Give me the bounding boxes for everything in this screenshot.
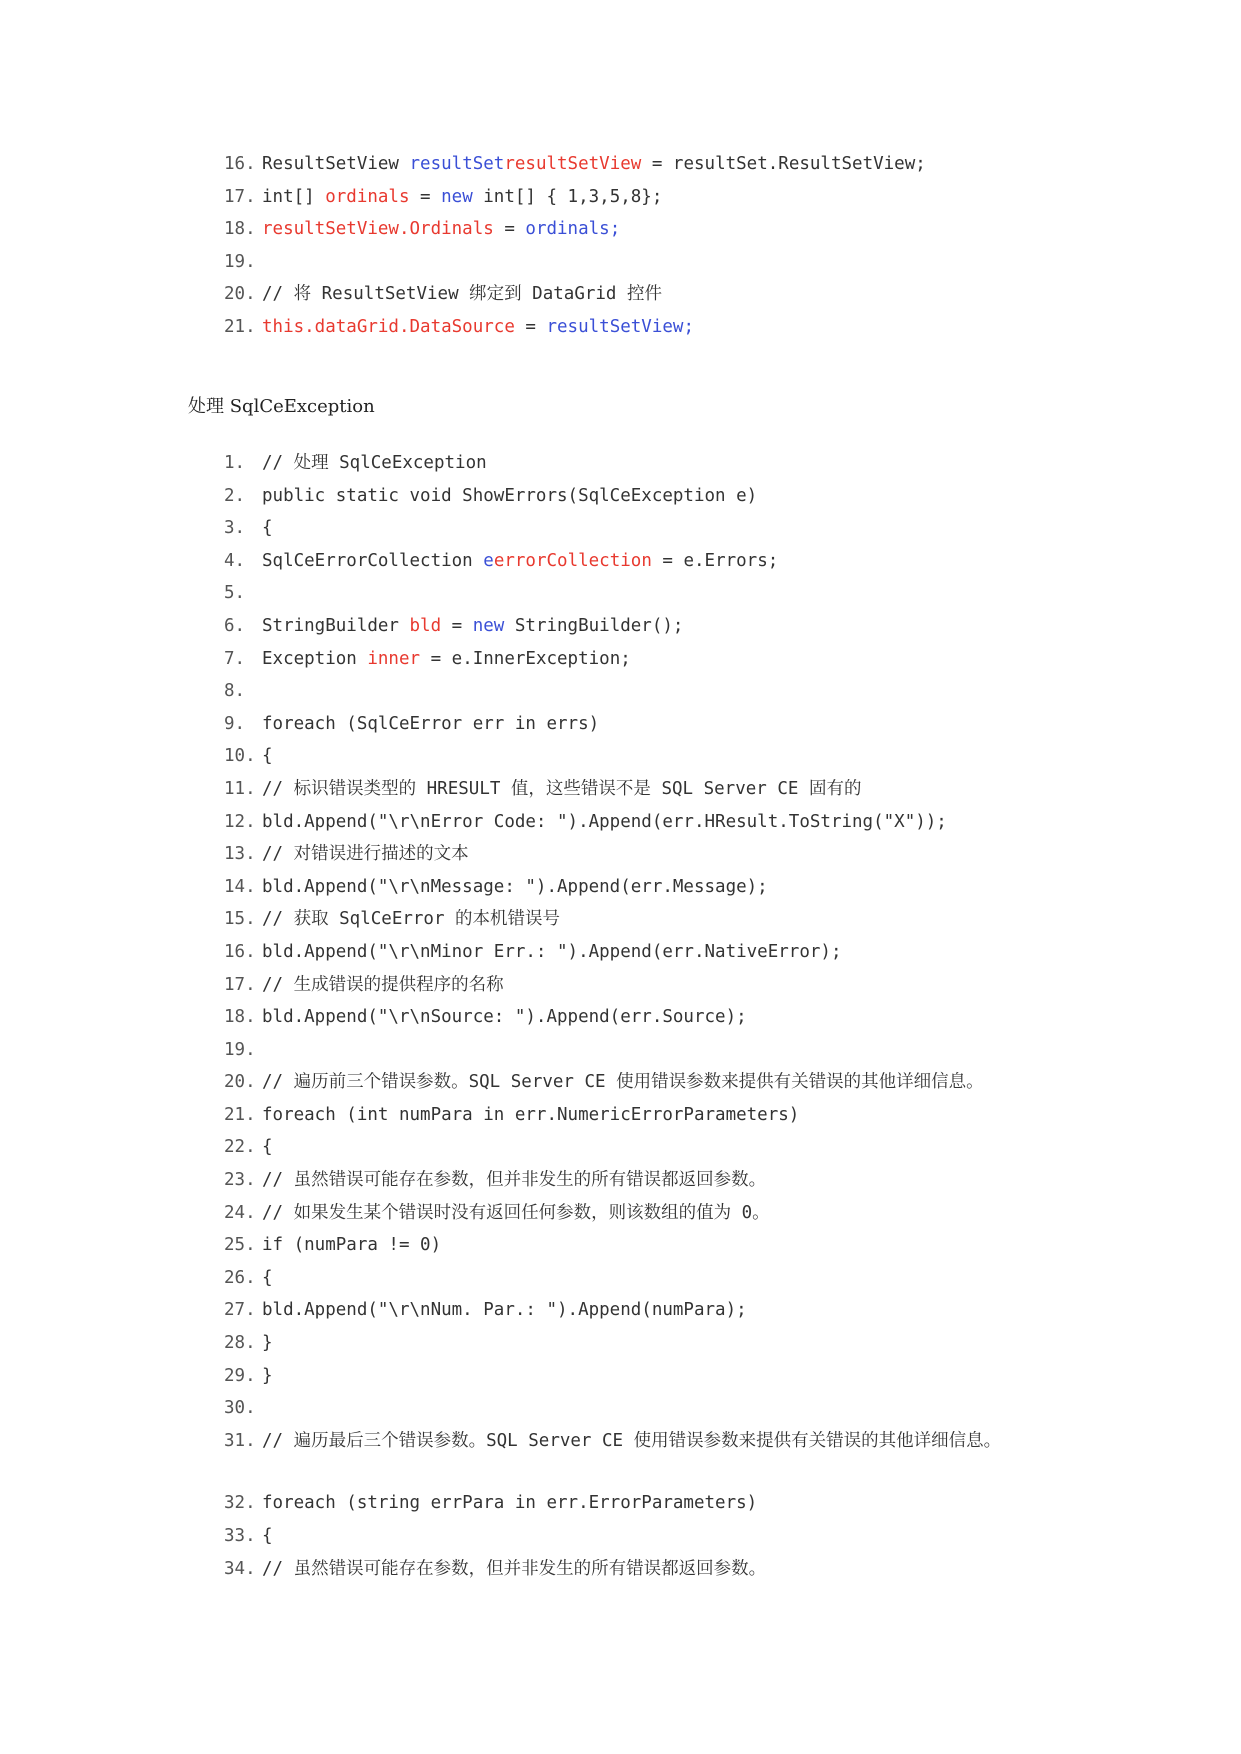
code-line [224, 545, 1001, 578]
line-number: 13. [224, 844, 256, 865]
line-number: 2. [224, 485, 246, 506]
code-line [224, 1360, 1001, 1393]
code-line [224, 969, 1001, 1002]
line-number: 3. [224, 518, 246, 539]
code-line [224, 181, 926, 214]
line-number: 9. [224, 713, 246, 734]
line-number: 16. [224, 154, 256, 174]
line-number: 10. [224, 746, 256, 767]
line-number: 6. [224, 615, 246, 636]
code-token: StringBuilder [262, 615, 410, 636]
line-number: 25. [224, 1235, 256, 1256]
code-line [224, 246, 926, 279]
code-token: // 对错误进行描述的文本 [262, 844, 469, 865]
line-number: 29. [224, 1365, 256, 1386]
code-token: public static void ShowErrors(SqlCeException e) [262, 485, 758, 506]
code-block-show-errors [224, 447, 1001, 1585]
code-line [224, 311, 926, 344]
code-token: // 遍历最后三个错误参数。SQL Server CE 使用错误参数来提供有关错误的其他详细信息。 [262, 1430, 1002, 1451]
code-line [224, 577, 1001, 610]
code-line [224, 1327, 1001, 1360]
code-line [224, 512, 1001, 545]
line-number: 31. [224, 1430, 256, 1451]
code-token: SqlCeErrorCollection [262, 550, 484, 571]
code-line [224, 740, 1001, 773]
code-token: // 获取 SqlCeError 的本机错误号 [262, 909, 561, 930]
code-line [224, 675, 1001, 708]
line-number: 27. [224, 1300, 256, 1321]
code-token: bld.Append("\r\nNum. Par.: ").Append(numPara); [262, 1300, 747, 1321]
code-line [224, 838, 1001, 871]
code-token: = resultSet.ResultSetView; [641, 154, 926, 174]
line-number: 20. [224, 1072, 256, 1093]
line-number: 19. [224, 251, 256, 272]
code-token: bld.Append("\r\nMinor Err.: ").Append(err.NativeError); [262, 941, 842, 962]
line-number: 22. [224, 1137, 256, 1158]
line-number: 14. [224, 876, 256, 897]
code-line [224, 148, 926, 181]
code-token: = [441, 615, 473, 636]
line-number: 1. [224, 453, 246, 473]
code-line [224, 447, 1001, 480]
code-line [224, 480, 1001, 513]
line-number: 4. [224, 550, 246, 571]
line-number: 21. [224, 316, 256, 337]
line-number: 32. [224, 1493, 256, 1514]
line-number: 30. [224, 1398, 256, 1419]
code-token: } [262, 1333, 273, 1354]
code-token: resultSetView [504, 154, 642, 174]
code-token: foreach (string errPara in err.ErrorParameters) [262, 1493, 758, 1514]
line-number: 26. [224, 1267, 256, 1288]
code-line [224, 1425, 1001, 1458]
code-token: // 将 ResultSetView 绑定到 DataGrid 控件 [262, 284, 663, 305]
line-number: 34. [224, 1558, 256, 1579]
line-number: 28. [224, 1333, 256, 1354]
code-block-result-set-view [224, 148, 926, 344]
code-token: foreach (SqlCeError err in errs) [262, 713, 600, 734]
line-number: 20. [224, 284, 256, 305]
code-token: { [262, 746, 273, 767]
code-line [224, 1520, 1001, 1553]
code-line [224, 936, 1001, 969]
code-line [224, 643, 1001, 676]
code-token: // 生成错误的提供程序的名称 [262, 974, 504, 995]
code-line [224, 1001, 1001, 1034]
code-token: bld.Append("\r\nError Code: ").Append(err.HResult.ToString("X")); [262, 811, 947, 832]
code-token: int[] { 1,3,5,8}; [472, 186, 663, 207]
code-token: // 标识错误类型的 HRESULT 值，这些错误不是 SQL Server CE 固有的 [262, 778, 862, 799]
code-token: { [262, 1267, 273, 1288]
line-number: 11. [224, 778, 256, 799]
line-number: 18. [224, 1007, 256, 1028]
line-number: 12. [224, 811, 256, 832]
code-token: new [472, 615, 505, 636]
code-token: { [262, 518, 273, 539]
code-token: = e.InnerException; [420, 648, 631, 669]
code-line [224, 1262, 1001, 1295]
code-line [224, 1099, 1001, 1132]
code-token: this.dataGrid.DataSource [262, 316, 515, 337]
code-token: errorCollection [493, 550, 652, 571]
code-token: = [493, 219, 526, 240]
code-token: resultSet [409, 154, 505, 174]
code-line [224, 1131, 1001, 1164]
code-token: Exception [262, 648, 368, 669]
code-line [224, 610, 1001, 643]
code-token: StringBuilder(); [504, 615, 684, 636]
code-token: e [483, 550, 494, 571]
code-token: resultSetView; [546, 316, 694, 337]
line-number: 24. [224, 1202, 256, 1223]
code-line [224, 1229, 1001, 1262]
code-line [224, 1487, 1001, 1520]
line-number: 17. [224, 186, 256, 207]
code-line [224, 871, 1001, 904]
line-number: 7. [224, 648, 246, 669]
code-token: bld.Append("\r\nSource: ").Append(err.Source); [262, 1007, 747, 1028]
code-token: // 遍历前三个错误参数。SQL Server CE 使用错误参数来提供有关错误的其他详细信息。 [262, 1072, 984, 1093]
line-number: 21. [224, 1104, 256, 1125]
code-token: ordinals; [525, 219, 621, 240]
code-token: inner [367, 648, 421, 669]
code-line [224, 1553, 1001, 1586]
code-token: } [262, 1365, 273, 1386]
code-token: int[] [262, 186, 326, 207]
code-token: = [514, 316, 547, 337]
code-line [224, 806, 1001, 839]
line-number: 17. [224, 974, 256, 995]
code-line [224, 1294, 1001, 1327]
code-line [224, 278, 926, 311]
section-heading: 处理 SqlCeException [188, 396, 375, 417]
code-line [224, 1034, 1001, 1067]
line-number: 18. [224, 219, 256, 240]
code-token: = [409, 186, 442, 207]
code-line [224, 708, 1001, 741]
code-token: foreach (int numPara in err.NumericErrorParameters) [262, 1104, 800, 1125]
code-token: // 处理 SqlCeException [262, 453, 487, 473]
code-token: bld [409, 615, 442, 636]
code-token: ordinals [325, 186, 410, 207]
code-token: new [441, 186, 473, 207]
line-number: 23. [224, 1170, 256, 1191]
code-token: { [262, 1526, 273, 1546]
code-token: if (numPara != 0) [262, 1235, 442, 1256]
code-line [224, 213, 926, 246]
line-number: 33. [224, 1526, 256, 1546]
code-line [224, 1164, 1001, 1197]
code-line [224, 1197, 1001, 1230]
code-line [224, 1066, 1001, 1099]
code-token: ResultSetView [262, 154, 410, 174]
code-line [224, 903, 1001, 936]
code-token: resultSetView.Ordinals [262, 219, 494, 240]
code-token: = e.Errors; [651, 550, 779, 571]
line-number: 15. [224, 909, 256, 930]
code-token: // 如果发生某个错误时没有返回任何参数，则该数组的值为 0。 [262, 1202, 770, 1223]
line-number: 8. [224, 681, 246, 702]
code-token: { [262, 1137, 273, 1158]
line-number: 16. [224, 941, 256, 962]
line-number: 19. [224, 1039, 256, 1060]
code-token: bld.Append("\r\nMessage: ").Append(err.Message); [262, 876, 768, 897]
code-token: // 虽然错误可能存在参数，但并非发生的所有错误都返回参数。 [262, 1558, 767, 1579]
code-line [224, 1392, 1001, 1425]
line-number: 5. [224, 583, 246, 604]
code-token: // 虽然错误可能存在参数，但并非发生的所有错误都返回参数。 [262, 1170, 767, 1191]
code-line [224, 773, 1001, 806]
